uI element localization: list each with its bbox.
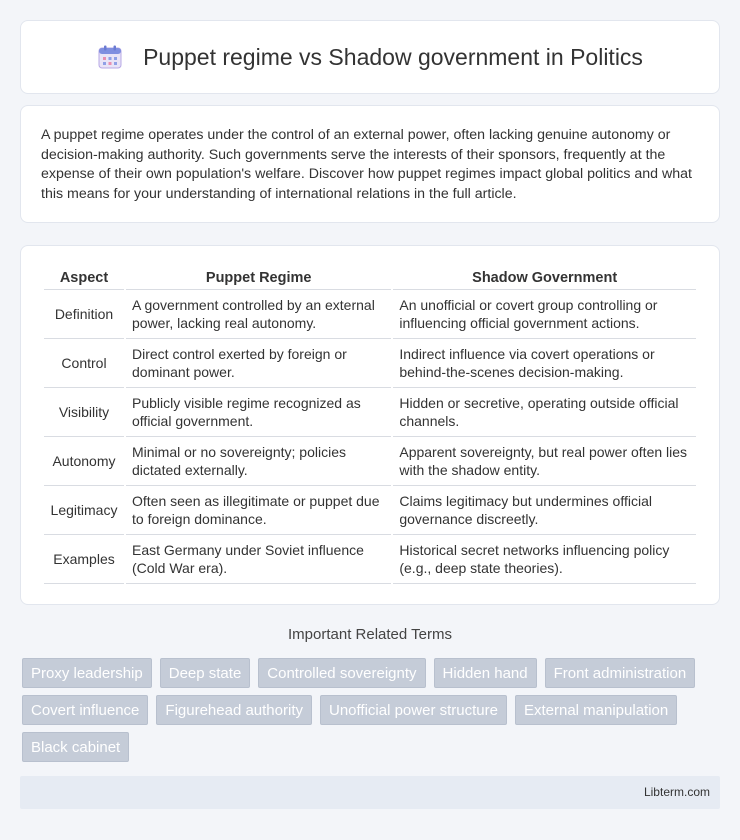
shadow-cell: Hidden or secretive, operating outside official channels. <box>393 388 696 437</box>
table-row <box>44 486 696 535</box>
aspect-cell: Visibility <box>44 388 124 437</box>
term-tag[interactable]: Hidden hand <box>434 658 537 688</box>
related-terms-list <box>22 658 722 769</box>
shadow-cell: Apparent sovereignty, but real power often lies with the shadow entity. <box>393 437 696 486</box>
aspect-cell: Control <box>44 339 124 388</box>
shadow-cell: Historical secret networks influencing policy (e.g., deep state theories). <box>393 535 696 584</box>
table-row <box>44 339 696 388</box>
shadow-cell: Claims legitimacy but undermines official governance discreetly. <box>393 486 696 535</box>
title-card <box>20 20 720 94</box>
table-row <box>44 290 696 339</box>
term-tag[interactable]: Controlled sovereignty <box>258 658 425 688</box>
puppet-cell: A government controlled by an external power, lacking real autonomy. <box>126 290 391 339</box>
page-title: Puppet regime vs Shadow government in Politics <box>143 43 643 70</box>
term-tag[interactable]: Black cabinet <box>22 732 129 762</box>
puppet-cell: Publicly visible regime recognized as official government. <box>126 388 391 437</box>
term-tag[interactable]: External manipulation <box>515 695 677 725</box>
table-row <box>44 535 696 584</box>
term-tag[interactable]: Unofficial power structure <box>320 695 507 725</box>
aspect-cell: Legitimacy <box>44 486 124 535</box>
comparison-table <box>42 268 698 584</box>
comparison-card <box>20 245 720 605</box>
intro-text: A puppet regime operates under the control of an external power, often lacking genuine autonomy or decision-making authority. Such governments serve the interests of their sponsors, frequently at the expense of their own population's welfare. Discover how puppet regimes impact global politics and what this means for your understanding of international relations in the full article. <box>41 127 692 202</box>
aspect-cell: Definition <box>44 290 124 339</box>
puppet-cell: Often seen as illegitimate or puppet due to foreign dominance. <box>126 486 391 535</box>
header-aspect: Aspect <box>44 268 124 290</box>
shadow-cell: Indirect influence via covert operations or behind-the-scenes decision-making. <box>393 339 696 388</box>
aspect-cell: Autonomy <box>44 437 124 486</box>
term-tag[interactable]: Figurehead authority <box>156 695 312 725</box>
footer-site-link[interactable]: Libterm.com <box>643 785 710 799</box>
puppet-cell: Direct control exerted by foreign or dominant power. <box>126 339 391 388</box>
table-header-row <box>44 268 696 290</box>
shadow-cell: An unofficial or covert group controlling or influencing official government actions. <box>393 290 696 339</box>
footer <box>20 776 720 809</box>
table-row <box>44 388 696 437</box>
puppet-cell: East Germany under Soviet influence (Cold War era). <box>126 535 391 584</box>
header-shadow-government: Shadow Government <box>393 268 696 290</box>
term-tag[interactable]: Deep state <box>160 658 251 688</box>
puppet-cell: Minimal or no sovereignty; policies dictated externally. <box>126 437 391 486</box>
term-tag[interactable]: Proxy leadership <box>22 658 152 688</box>
term-tag[interactable]: Covert influence <box>22 695 148 725</box>
table-row <box>44 437 696 486</box>
aspect-cell: Examples <box>44 535 124 584</box>
calendar-icon <box>97 44 123 70</box>
intro-card <box>20 105 720 223</box>
related-terms-title: Important Related Terms <box>288 626 452 643</box>
header-puppet-regime: Puppet Regime <box>126 268 391 290</box>
term-tag[interactable]: Front administration <box>545 658 696 688</box>
